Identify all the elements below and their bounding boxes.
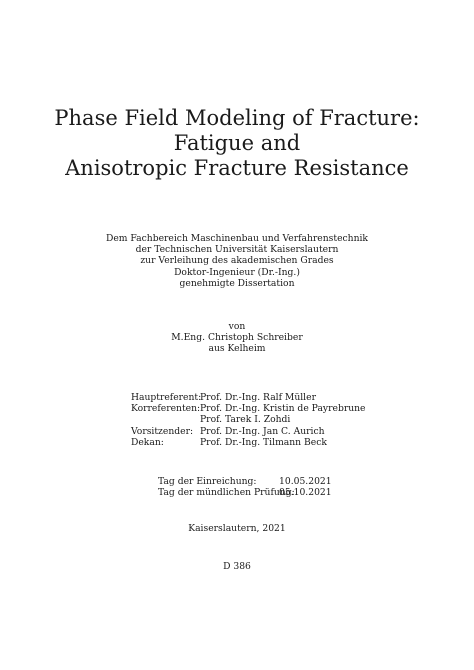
committee-row	[131, 403, 366, 414]
committee-row	[131, 426, 366, 437]
submission-line: genehmigte Dissertation	[179, 277, 295, 289]
date-label: Tag der mündlichen Prüfung:	[158, 487, 295, 499]
author-name: M.Eng. Christoph Schreiber	[171, 332, 303, 344]
title-line: Anisotropic Fracture Resistance	[65, 156, 409, 180]
committee-role	[131, 414, 200, 425]
committee-member: Prof. Dr.-Ing. Jan C. Aurich	[200, 425, 325, 437]
committee-role: Korreferenten:	[131, 403, 201, 415]
submission-statement	[0, 233, 474, 289]
committee-member: Prof. Dr.-Ing. Kristin de Payrebrune	[200, 403, 366, 415]
committee-member: Prof. Dr.-Ing. Ralf Müller	[200, 392, 316, 403]
committee-role: Hauptreferent:	[131, 392, 202, 403]
date-row	[158, 476, 332, 487]
committee-role: Vorsitzender:	[131, 425, 194, 437]
date-value: 10.05.2021	[279, 476, 332, 487]
place-year: Kaiserslautern, 2021	[188, 523, 286, 534]
d-number: D 386	[223, 561, 251, 572]
committee-member: Prof. Tarek I. Zohdi	[200, 414, 291, 426]
author-origin: aus Kelheim	[208, 343, 266, 355]
date-label: Tag der Einreichung:	[158, 476, 257, 487]
committee-member: Prof. Dr.-Ing. Tilmann Beck	[200, 436, 327, 448]
date-value: 05.10.2021	[279, 487, 332, 499]
committee-row	[131, 414, 366, 425]
submission-line: zur Verleihung des akademischen Grades	[140, 255, 334, 267]
submission-line: Dem Fachbereich Maschinenbau und Verfahrenstechnik	[106, 233, 368, 244]
title-line: Fatigue and	[173, 131, 301, 155]
submission-line: Doktor-Ingenieur (Dr.-Ing.)	[174, 266, 300, 278]
title-line: Phase Field Modeling of Fracture:	[54, 106, 420, 130]
committee-role: Dekan:	[131, 436, 164, 448]
date-row	[158, 487, 332, 498]
dates-list	[158, 476, 332, 498]
committee-row	[131, 392, 366, 403]
dissertation-title	[0, 106, 474, 181]
committee-list	[131, 392, 366, 448]
submission-line: der Technischen Universität Kaiserslautern	[135, 244, 339, 256]
author-von: von	[228, 321, 246, 332]
committee-row	[131, 437, 366, 448]
author-block	[0, 321, 474, 355]
